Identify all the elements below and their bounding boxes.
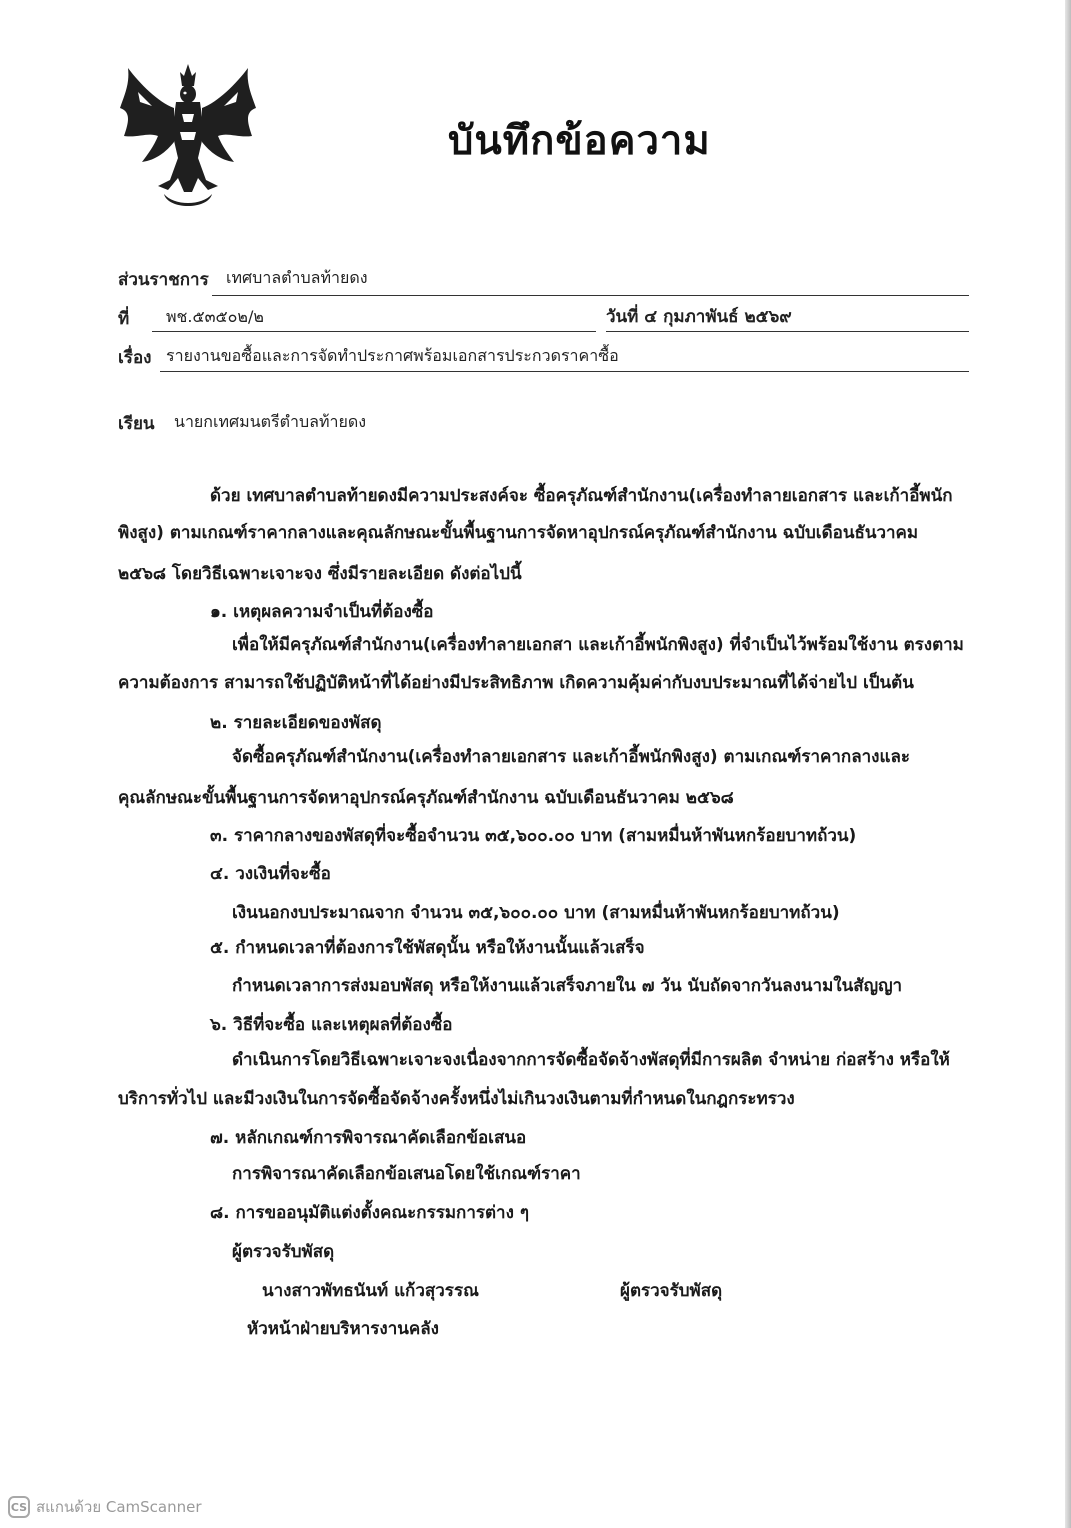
section-2-line-2: คุณลักษณะขั้นพื้นฐานการจัดหาอุปกรณ์ครุภัณฑ์สำนักงาน ฉบับเดือนธันวาคม ๒๕๖๘ [118, 788, 734, 808]
ref-label: ที่ [118, 309, 130, 329]
garuda-emblem-icon [118, 62, 258, 214]
committee-name: นางสาวพัทธนันท์ แก้วสุวรรณ [262, 1281, 479, 1301]
section-1-line-1: เพื่อให้มีครุภัณฑ์สำนักงาน(เครื่องทำลายเอกสา และเก้าอี้พนักพิงสูง) ที่จำเป็นไว้พร้อมใช้งาน ตรงตาม [232, 635, 964, 655]
camscanner-text: สแกนด้วย CamScanner [36, 1498, 202, 1516]
agency-value: เทศบาลตำบลท้ายดง [226, 268, 368, 287]
section-6-line-2: บริการทั่วไป และมีวงเงินในการจัดซื้อจัดจ้างครั้งหนึ่งไม่เกินวงเงินตามที่กำหนดในกฎกระทรวง [118, 1089, 795, 1109]
date-rule [606, 331, 969, 332]
ref-rule [152, 331, 596, 332]
section-4-text: เงินนอกงบประมาณจาก จำนวน ๓๕,๖๐๐.๐๐ บาท (สามหมื่นห้าพันหกร้อยบาทถ้วน) [232, 903, 840, 923]
section-2-line-1: จัดซื้อครุภัณฑ์สำนักงาน(เครื่องทำลายเอกสาร และเก้าอี้พนักพิงสูง) ตามเกณฑ์ราคากลางและ [232, 747, 910, 767]
section-3-title: ๓. ราคากลางของพัสดุที่จะซื้อจำนวน ๓๕,๖๐๐.๐๐ บาท (สามหมื่นห้าพันหกร้อยบาทถ้วน) [210, 826, 857, 846]
committee-position: หัวหน้าฝ่ายบริหารงานคลัง [247, 1319, 439, 1339]
camscanner-logo-icon: CS [8, 1496, 30, 1518]
to-label: เรียน [118, 414, 155, 434]
committee-role: ผู้ตรวจรับพัสดุ [620, 1281, 723, 1301]
section-6-title: ๖. วิธีที่จะซื้อ และเหตุผลที่ต้องซื้อ [210, 1015, 453, 1035]
agency-rule [212, 295, 969, 296]
section-1-line-2: ความต้องการ สามารถใช้ปฏิบัติหน้าที่ได้อย่างมีประสิทธิภาพ เกิดความคุ้มค่ากับงบประมาณที่ได้จ่ายไป เป็นต้น [118, 673, 914, 693]
section-8-subtitle: ผู้ตรวจรับพัสดุ [232, 1242, 335, 1262]
section-5-title: ๕. กำหนดเวลาที่ต้องการใช้พัสดุนั้น หรือให้งานนั้นแล้วเสร็จ [210, 938, 645, 958]
date-text: วันที่ ๔ กุมภาพันธ์ ๒๕๖๙ [606, 307, 792, 327]
subject-label: เรื่อง [118, 348, 152, 368]
section-4-title: ๔. วงเงินที่จะซื้อ [210, 864, 331, 884]
intro-line-3: ๒๕๖๘ โดยวิธีเฉพาะเจาะจง ซึ่งมีรายละเอียด ดังต่อไปนี้ [118, 564, 522, 584]
scan-edge [1065, 0, 1071, 1528]
camscanner-watermark [8, 1494, 202, 1520]
page-title: บันทึกข้อความ [448, 118, 711, 164]
intro-line-2: พิงสูง) ตามเกณฑ์ราคากลางและคุณลักษณะขั้นพื้นฐานการจัดหาอุปกรณ์ครุภัณฑ์สำนักงาน ฉบับเดือนธันวาคม [118, 523, 919, 543]
subject-rule [160, 371, 969, 372]
agency-label: ส่วนราชการ [118, 270, 209, 290]
section-2-title: ๒. รายละเอียดของพัสดุ [210, 713, 382, 733]
section-8-title: ๘. การขออนุมัติแต่งตั้งคณะกรรมการต่าง ๆ [210, 1203, 529, 1223]
section-1-title: ๑. เหตุผลความจำเป็นที่ต้องซื้อ [210, 602, 434, 622]
to-value: นายกเทศมนตรีตำบลท้ายดง [174, 412, 367, 431]
ref-value: พช.๕๓๕๐๒/๒ [166, 307, 264, 326]
section-5-text: กำหนดเวลาการส่งมอบพัสดุ หรือให้งานแล้วเสร็จภายใน ๗ วัน นับถัดจากวันลงนามในสัญญา [232, 976, 903, 996]
section-7-title: ๗. หลักเกณฑ์การพิจารณาคัดเลือกข้อเสนอ [210, 1128, 527, 1148]
section-7-text: การพิจารณาคัดเลือกข้อเสนอโดยใช้เกณฑ์ราคา [232, 1164, 581, 1184]
subject-value: รายงานขอซื้อและการจัดทำประกาศพร้อมเอกสารประกวดราคาซื้อ [166, 346, 619, 365]
intro-line-1: ด้วย เทศบาลตำบลท้ายดงมีความประสงค์จะ ซื้อครุภัณฑ์สำนักงาน(เครื่องทำลายเอกสาร และเก้าอี้พนัก [210, 486, 953, 506]
section-6-line-1: ดำเนินการโดยวิธีเฉพาะเจาะจงเนื่องจากการจัดซื้อจัดจ้างพัสดุที่มีการผลิต จำหน่าย ก่อสร้าง หรือให้ [232, 1050, 950, 1070]
